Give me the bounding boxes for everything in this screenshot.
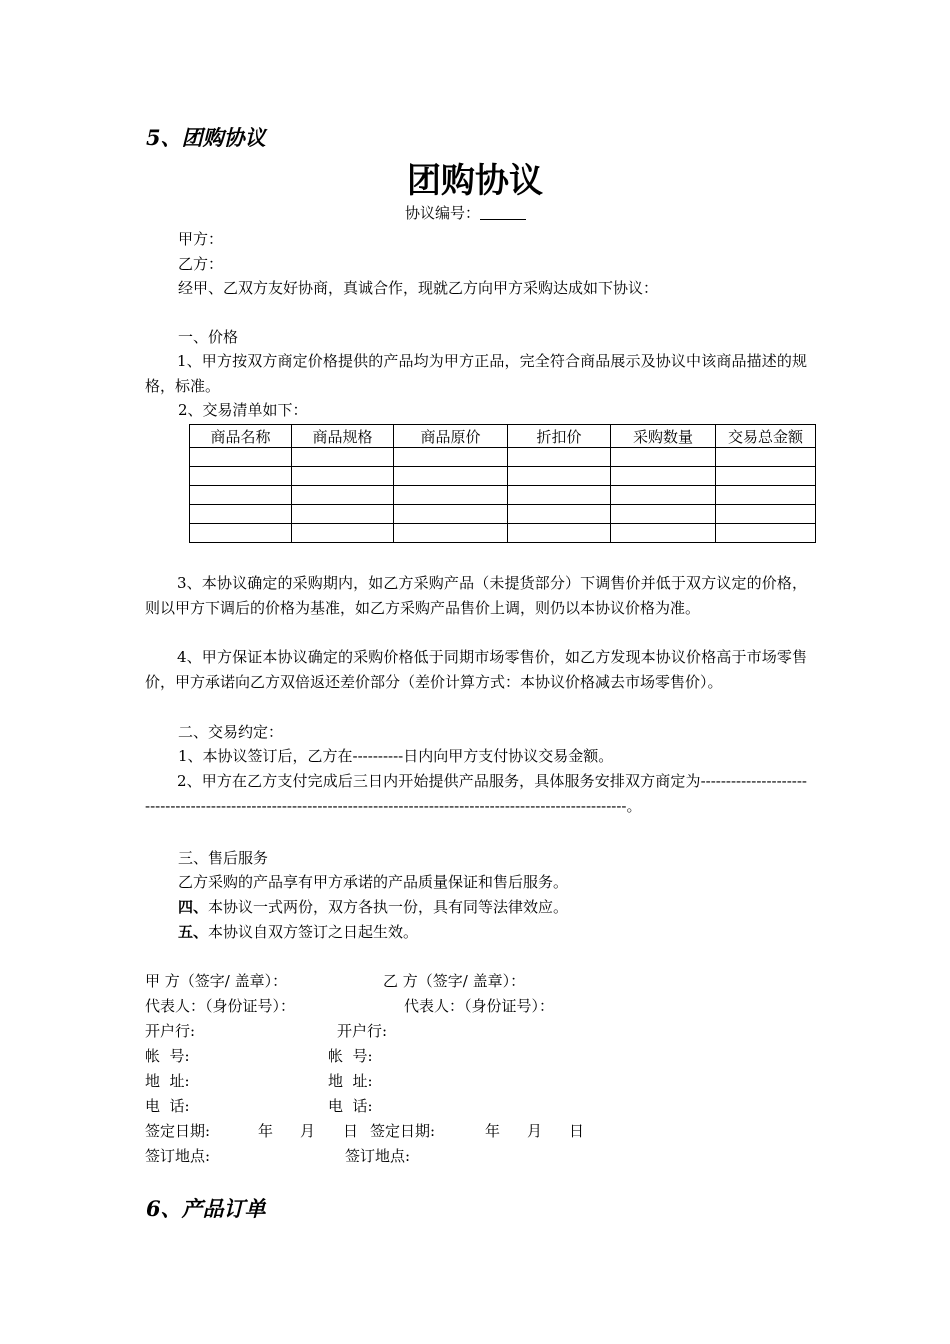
table-cell[interactable] [394,448,508,467]
clause-1-item-1: 1、甲方按双方商定价格提供的产品均为甲方正品，完全符合商品展示及协议中该商品描述的规格，标准。 [145,352,807,395]
party-b-bank: 开户行: [337,1022,388,1040]
table-header-cell: 商品原价 [394,425,508,448]
party-b-date-year: 年 [485,1122,501,1140]
table-cell[interactable] [190,467,292,486]
party-a-signature: 甲 方（签字/ 盖章）： [145,972,288,990]
table-cell[interactable] [611,448,716,467]
table-cell[interactable] [508,524,611,543]
agreement-number-blank[interactable] [480,204,526,220]
party-b-date-month: 月 [527,1122,543,1140]
table-row [190,486,816,505]
clause-4-text: 本协议一式两份，双方各执一份，具有同等法律效应。 [208,898,569,916]
clause-5-number: 五、 [178,923,209,941]
table-cell[interactable] [611,505,716,524]
table-cell[interactable] [292,486,394,505]
clause-3-item-1: 乙方采购的产品享有甲方承诺的产品质量保证和售后服务。 [178,873,569,891]
party-b-account: 帐 号: [328,1047,373,1065]
table-cell[interactable] [611,467,716,486]
party-b-place: 签订地点: [345,1147,411,1165]
party-a-phone: 电 话: [145,1097,190,1115]
table-cell[interactable] [292,524,394,543]
clause-1-item-3: 3、本协议确定的采购期内，如乙方采购产品（未提货部分）下调售价并低于双方议定的价格，则以甲方下调后的价格为基准，如乙方采购产品售价上调，则仍以本协议价格为准。 [145,574,807,617]
clause-2-item-2: 2、甲方在乙方支付完成后三日内开始提供产品服务，具体服务安排双方商定为--------------------------------------------------------------------------------------------------------------------。 [145,772,807,815]
table-row [190,505,816,524]
clause-4 [178,895,568,919]
section-5-heading: 5、团购协议 [146,125,266,150]
table-cell[interactable] [508,448,611,467]
clause-1-item-4: 4、甲方保证本协议确定的采购价格低于同期市场零售价，如乙方发现本协议价格高于市场零售价，甲方承诺向乙方双倍返还差价部分（差价计算方式：本协议价格减去市场零售价）。 [145,648,807,691]
agreement-number [405,201,526,225]
agreement-number-label: 协议编号： [405,204,481,222]
party-a-bank: 开户行: [145,1022,196,1040]
transaction-table [189,424,816,543]
intro-text: 经甲、乙双方友好协商，真诚合作，现就乙方向甲方采购达成如下协议： [178,279,659,297]
table-header-cell: 折扣价 [508,425,611,448]
table-cell[interactable] [716,505,816,524]
table-cell[interactable] [394,467,508,486]
table-cell[interactable] [292,505,394,524]
party-a-label: 甲方： [178,230,224,248]
table-cell[interactable] [716,524,816,543]
party-a-date-year: 年 [258,1122,274,1140]
party-a-account: 帐 号: [145,1047,190,1065]
table-cell[interactable] [611,524,716,543]
party-a-date-day: 日 [343,1122,359,1140]
party-a-date-month: 月 [300,1122,316,1140]
table-cell[interactable] [394,505,508,524]
party-b-representative: 代表人：（身份证号）： [404,997,555,1015]
party-a-representative: 代表人：（身份证号）： [145,997,296,1015]
table-cell[interactable] [716,467,816,486]
table-header-cell: 商品规格 [292,425,394,448]
party-a-address: 地 址: [145,1072,190,1090]
document-title: 团购协议 [407,161,543,201]
clause-2-heading [178,720,283,744]
party-b-date-label: 签定日期: [370,1122,436,1140]
table-cell[interactable] [716,486,816,505]
table-cell[interactable] [190,486,292,505]
table-header-row [190,425,816,448]
clause-3-heading: 三、售后服务 [178,849,269,867]
table-cell[interactable] [394,524,508,543]
party-a-date-label: 签定日期: [145,1122,211,1140]
table-cell[interactable] [394,486,508,505]
party-b-signature: 乙 方（签字/ 盖章）： [383,972,526,990]
party-b-phone: 电 话: [328,1097,373,1115]
party-b-label: 乙方： [178,255,224,273]
party-b-date-day: 日 [569,1122,585,1140]
table-cell[interactable] [292,448,394,467]
table-row [190,524,816,543]
table-cell[interactable] [190,448,292,467]
table-cell[interactable] [611,486,716,505]
table-header-cell: 采购数量 [611,425,716,448]
table-header-cell: 商品名称 [190,425,292,448]
table-row [190,448,816,467]
clause-4-number: 四、 [178,898,209,916]
party-a-place: 签订地点: [145,1147,211,1165]
section-6-heading: 6、产品订单 [146,1196,266,1221]
clause-1-heading: 一、价格 [178,328,239,346]
table-row [190,467,816,486]
table-header-cell: 交易总金额 [716,425,816,448]
table-cell[interactable] [508,486,611,505]
table-cell[interactable] [190,524,292,543]
table-cell[interactable] [190,505,292,524]
table-cell[interactable] [292,467,394,486]
party-b-address: 地 址: [328,1072,373,1090]
clause-2-item-1: 1、本协议签订后，乙方在----------日内向甲方支付协议交易金额。 [178,747,614,765]
clause-2-heading-text: 二、交易约定： [178,723,284,741]
table-cell[interactable] [716,448,816,467]
table-cell[interactable] [508,505,611,524]
table-cell[interactable] [508,467,611,486]
clause-1-item-2: 2、交易清单如下： [178,401,308,419]
clause-5-text: 本协议自双方签订之日起生效。 [208,923,419,941]
clause-5 [178,920,418,944]
